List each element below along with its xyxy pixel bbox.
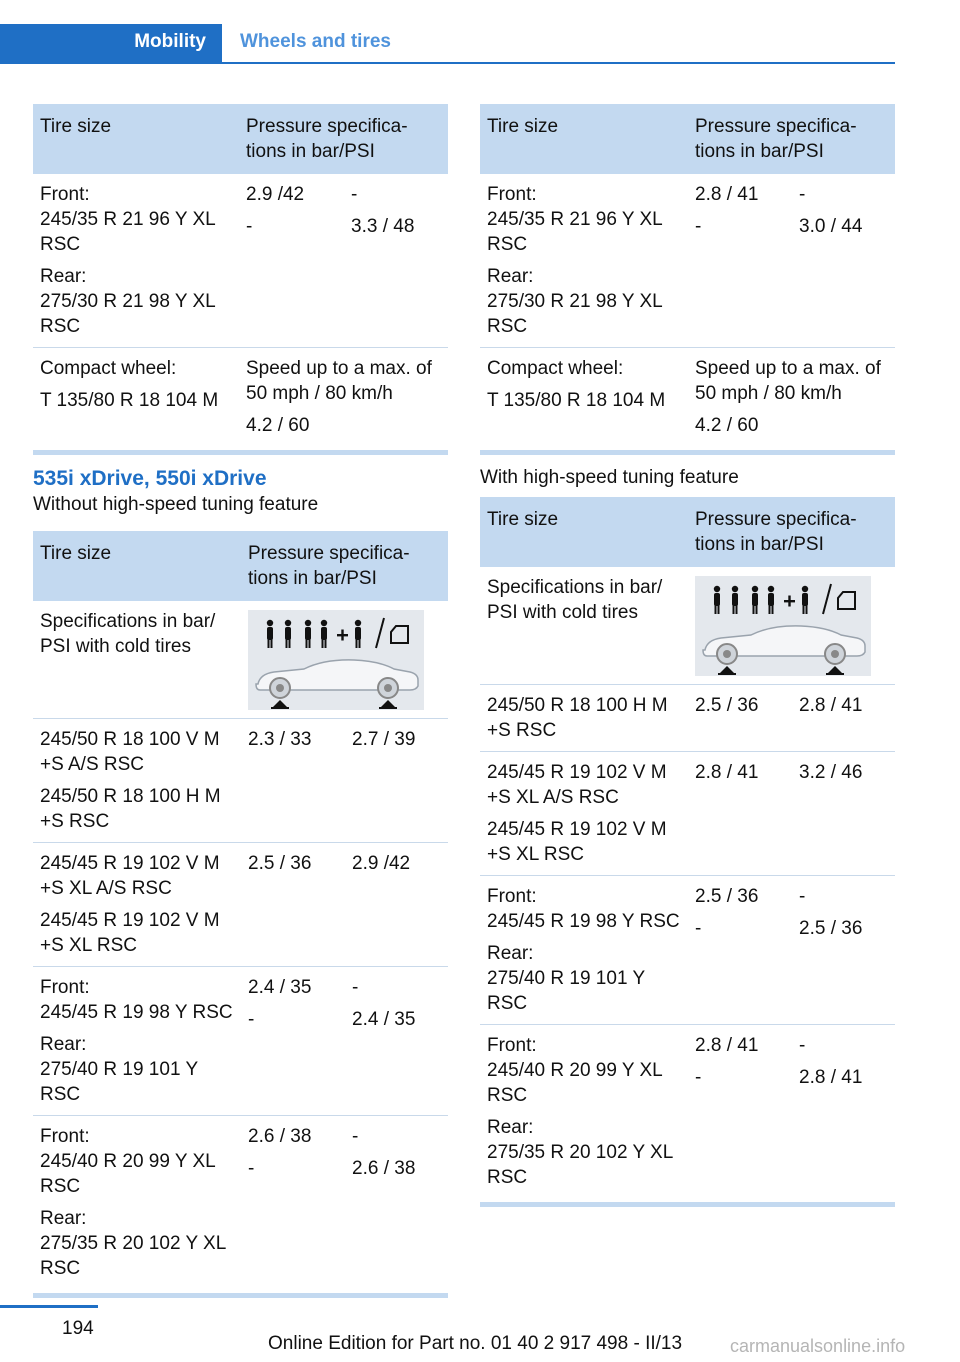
table-row bbox=[480, 567, 895, 685]
pressure-value: 2.3 / 33 bbox=[241, 719, 345, 843]
rear-label: Rear: bbox=[40, 1034, 87, 1055]
compact-wheel-size: T 135/80 R 18 104 M bbox=[40, 390, 219, 411]
front-size: 245/45 R 19 98 Y RSC bbox=[40, 1002, 233, 1023]
rear-size: 275/40 R 19 101 Y RSC bbox=[40, 1059, 198, 1105]
front-size: 245/40 R 20 99 Y XL RSC bbox=[487, 1060, 663, 1106]
header-pressure: Pressure specifica-tions in bar/PSI bbox=[688, 497, 895, 567]
car-icon bbox=[256, 660, 418, 698]
table-row bbox=[480, 348, 895, 451]
person-icon bbox=[355, 620, 361, 648]
pressure-value: 3.0 / 44 bbox=[799, 216, 863, 237]
rear-label: Rear: bbox=[487, 266, 534, 287]
pressure-value: 2.5 / 36 bbox=[241, 843, 345, 967]
header-tire-size: Tire size bbox=[480, 497, 688, 567]
pressure-value: - bbox=[248, 1009, 255, 1030]
pressure-value: 2.8 / 41 bbox=[688, 752, 792, 876]
rear-label: Rear: bbox=[487, 1117, 534, 1138]
table-row bbox=[33, 1116, 448, 1294]
tire-size: 245/50 R 18 100 V M +S A/S RSC bbox=[40, 729, 220, 775]
pressure-value: 2.5 / 36 bbox=[688, 685, 792, 752]
pressure-value: 2.7 / 39 bbox=[345, 719, 448, 843]
tire-size: 245/50 R 18 100 H M +S RSC bbox=[40, 786, 221, 832]
pressure-value: - bbox=[248, 1158, 255, 1179]
rear-size: 275/35 R 20 102 Y XL RSC bbox=[487, 1142, 673, 1188]
table-row bbox=[33, 967, 448, 1116]
pressure-value: 2.8 / 41 bbox=[695, 1035, 759, 1056]
chapter-tab-wheels-and-tires[interactable]: Wheels and tires bbox=[240, 31, 391, 52]
pressure-value: - bbox=[246, 216, 253, 237]
person-icon bbox=[732, 586, 738, 614]
pressure-value: 2.5 / 36 bbox=[695, 886, 759, 907]
table-top-left bbox=[33, 104, 448, 455]
table-row bbox=[480, 876, 895, 1025]
front-label: Front: bbox=[40, 977, 90, 998]
pressure-value: - bbox=[351, 184, 358, 205]
pressure-value: - bbox=[799, 886, 806, 907]
header-pressure: Pressure specifica-tions in bar/PSI bbox=[239, 104, 448, 174]
front-label: Front: bbox=[487, 184, 537, 205]
page-number: 194 bbox=[62, 1318, 94, 1339]
person-icon bbox=[267, 620, 273, 648]
pressure-value: 2.9 /42 bbox=[345, 843, 448, 967]
rear-size: 275/40 R 19 101 Y RSC bbox=[487, 968, 645, 1014]
tire-size: 245/50 R 18 100 H M +S RSC bbox=[487, 695, 668, 741]
front-label: Front: bbox=[40, 184, 90, 205]
pressure-value: 2.8 / 41 bbox=[799, 1067, 863, 1088]
table-end-bar bbox=[480, 450, 895, 455]
pressure-value: 2.6 / 38 bbox=[248, 1126, 312, 1147]
pressure-value: 2.8 / 41 bbox=[695, 184, 759, 205]
front-size: 245/40 R 20 99 Y XL RSC bbox=[40, 1151, 216, 1197]
header-bar bbox=[0, 24, 895, 64]
header-tire-size: Tire size bbox=[480, 104, 688, 174]
rear-label: Rear: bbox=[487, 943, 534, 964]
car-icon bbox=[703, 626, 865, 664]
pressure-value: 4.2 / 60 bbox=[695, 415, 759, 436]
pressure-value: 2.4 / 35 bbox=[352, 1009, 416, 1030]
front-label: Front: bbox=[487, 886, 537, 907]
table-row bbox=[33, 601, 448, 719]
edition-note: Online Edition for Part no. 01 40 2 917 498 - II/13 bbox=[268, 1333, 683, 1354]
right-caption: With high-speed tuning feature bbox=[480, 467, 739, 488]
front-label: Front: bbox=[487, 1035, 537, 1056]
table-row bbox=[33, 174, 448, 348]
compact-wheel-label: Compact wheel: bbox=[487, 358, 624, 379]
pressure-value: 2.5 / 36 bbox=[799, 918, 863, 939]
rear-size: 275/30 R 21 98 Y XL RSC bbox=[487, 291, 663, 337]
table-row bbox=[480, 174, 895, 348]
tire-size: 245/45 R 19 102 V M +S XL A/S RSC bbox=[40, 853, 220, 899]
table-row bbox=[33, 843, 448, 967]
person-icon bbox=[321, 620, 327, 648]
person-icon bbox=[802, 586, 808, 614]
tire-size: 245/45 R 19 102 V M +S XL RSC bbox=[487, 819, 667, 865]
front-label: Front: bbox=[40, 1126, 90, 1147]
load-condition-pictogram bbox=[695, 576, 871, 676]
header-pressure: Pressure specifica-tions in bar/PSI bbox=[241, 531, 448, 601]
table-row bbox=[480, 1025, 895, 1203]
person-icon bbox=[752, 586, 758, 614]
table-end-bar bbox=[480, 1202, 895, 1207]
pressure-value: - bbox=[695, 216, 702, 237]
header-tire-size: Tire size bbox=[33, 104, 239, 174]
luggage-icon bbox=[391, 626, 408, 643]
person-icon bbox=[285, 620, 291, 648]
table-end-bar bbox=[33, 450, 448, 455]
load-condition-pictogram bbox=[248, 610, 424, 710]
front-size: 245/35 R 21 96 Y XL RSC bbox=[40, 209, 216, 255]
table-bottom-right bbox=[480, 497, 895, 1207]
section-title: 535i xDrive, 550i xDrive bbox=[33, 467, 267, 490]
spec-label: Specifications in bar/ PSI with cold tires bbox=[487, 577, 663, 623]
tire-size: 245/45 R 19 102 V M +S XL RSC bbox=[40, 910, 220, 956]
header-tire-size: Tire size bbox=[33, 531, 241, 601]
spec-label: Specifications in bar/ PSI with cold tires bbox=[40, 611, 216, 657]
table-bottom-left bbox=[33, 531, 448, 1298]
table-row bbox=[480, 685, 895, 752]
car-load-icon bbox=[248, 610, 424, 710]
compact-wheel-size: T 135/80 R 18 104 M bbox=[487, 390, 666, 411]
footer-rule bbox=[0, 1305, 98, 1308]
watermark: carmanualsonline.info bbox=[730, 1336, 906, 1356]
pressure-value: - bbox=[352, 1126, 359, 1147]
pressure-value: 3.3 / 48 bbox=[351, 216, 415, 237]
pressure-value: - bbox=[799, 1035, 806, 1056]
pressure-value: 2.6 / 38 bbox=[352, 1158, 416, 1179]
rear-label: Rear: bbox=[40, 1208, 87, 1229]
pressure-value: - bbox=[695, 1067, 702, 1088]
rear-size: 275/35 R 20 102 Y XL RSC bbox=[40, 1233, 226, 1279]
table-row bbox=[33, 719, 448, 843]
person-icon bbox=[714, 586, 720, 614]
pressure-value: - bbox=[799, 184, 806, 205]
pressure-value: - bbox=[352, 977, 359, 998]
left-caption: Without high-speed tuning feature bbox=[33, 494, 319, 515]
pressure-value: - bbox=[695, 918, 702, 939]
rear-size: 275/30 R 21 98 Y XL RSC bbox=[40, 291, 216, 337]
pressure-value: 4.2 / 60 bbox=[246, 415, 310, 436]
person-icon bbox=[768, 586, 774, 614]
speed-limit-note: Speed up to a max. of 50 mph / 80 km/h bbox=[695, 358, 881, 404]
luggage-icon bbox=[838, 592, 855, 609]
table-top-right bbox=[480, 104, 895, 455]
compact-wheel-label: Compact wheel: bbox=[40, 358, 177, 379]
pressure-value: 2.9 /42 bbox=[246, 184, 305, 205]
pressure-value: 3.2 / 46 bbox=[792, 752, 895, 876]
pressure-value: 2.4 / 35 bbox=[248, 977, 312, 998]
car-load-icon bbox=[695, 576, 871, 676]
section-tab-mobility[interactable]: Mobility bbox=[0, 24, 222, 62]
rear-label: Rear: bbox=[40, 266, 87, 287]
front-size: 245/45 R 19 98 Y RSC bbox=[487, 911, 680, 932]
header-pressure: Pressure specifica-tions in bar/PSI bbox=[688, 104, 895, 174]
table-row bbox=[480, 752, 895, 876]
front-size: 245/35 R 21 96 Y XL RSC bbox=[487, 209, 663, 255]
table-row bbox=[33, 348, 448, 451]
table-end-bar bbox=[33, 1293, 448, 1298]
speed-limit-note: Speed up to a max. of 50 mph / 80 km/h bbox=[246, 358, 432, 404]
tire-size: 245/45 R 19 102 V M +S XL A/S RSC bbox=[487, 762, 667, 808]
pressure-value: 2.8 / 41 bbox=[792, 685, 895, 752]
person-icon bbox=[305, 620, 311, 648]
